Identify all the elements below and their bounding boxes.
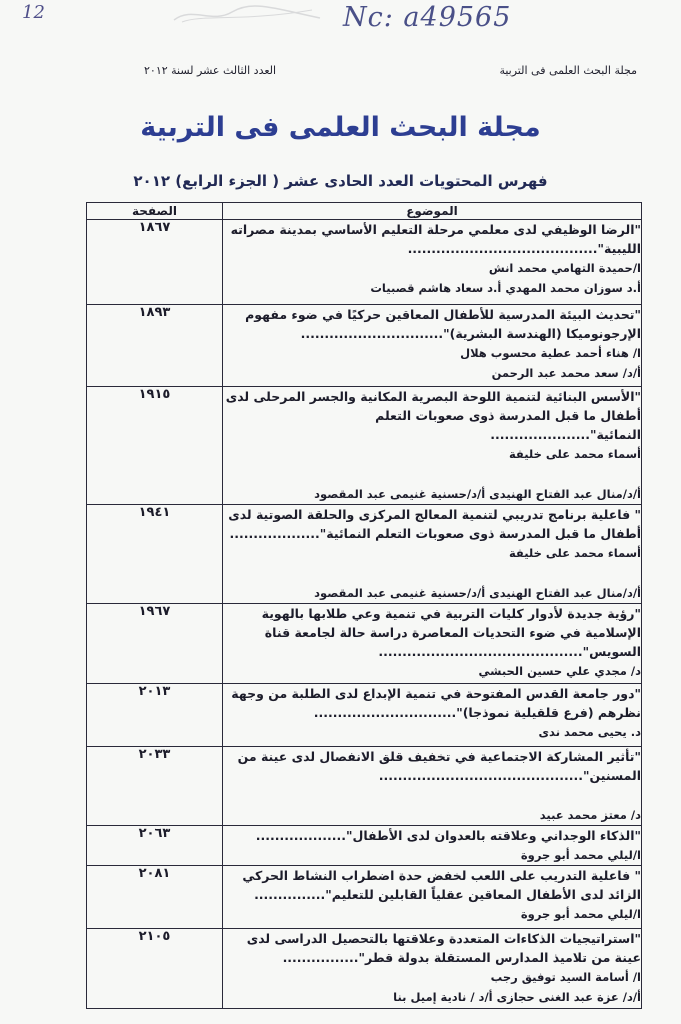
entry-author-line bbox=[223, 563, 641, 583]
entry-title-line: "الذكاء الوجداني وعلاقته بالعدوان لدى الأطفال"................... bbox=[255, 828, 641, 843]
entry-title-line: الليبية"........................................ bbox=[407, 241, 641, 256]
entry-topic-cell bbox=[223, 684, 642, 747]
entry-title-line: "الأسس البنائية لتنمية اللوحة البصرية المكانية والجسر المرحلى لدى bbox=[225, 389, 641, 404]
entry-topic-cell bbox=[223, 929, 642, 1009]
table-body bbox=[87, 220, 642, 1009]
entry-author-line: د/ مجدي علي حسين الحبشي bbox=[478, 664, 641, 678]
entry-topic-cell bbox=[223, 604, 642, 684]
entry-title-line: "استراتيجيات الذكاءات المتعددة وعلاقتها بالتحصيل الدراسى لدى bbox=[246, 931, 641, 946]
header-issue-info: العدد الثالث عشر لسنة ٢٠١٢ bbox=[144, 64, 277, 77]
table-header-row bbox=[87, 203, 642, 220]
entry-topic-cell bbox=[223, 220, 642, 305]
table-row bbox=[87, 747, 642, 826]
entry-topic-cell bbox=[223, 747, 642, 826]
entry-title-line: "تحديث البيئة المدرسية للأطفال المعاقين حركيًا في ضوء مفهوم bbox=[245, 307, 641, 322]
page-subtitle: فهرس المحتويات العدد الحادى عشر ( الجزء الرابع) ٢٠١٢ bbox=[133, 172, 548, 190]
entry-title-line: عينة من تلاميذ المدارس المستقلة بدولة قطر"................ bbox=[282, 950, 641, 965]
entry-author-line: ا/ليلي محمد أبو جروة bbox=[520, 907, 641, 921]
entry-topic-cell bbox=[223, 866, 642, 929]
entry-page-number: ١٨٦٧ bbox=[87, 220, 223, 305]
entry-page-number: ١٩١٥ bbox=[87, 387, 223, 505]
table-row bbox=[87, 387, 642, 505]
entry-title-line: الإسلامية في ضوء التحديات المعاصرة دراسة حالة لجامعة قناة bbox=[264, 625, 641, 640]
entry-page-number: ١٨٩٣ bbox=[87, 305, 223, 387]
table-row bbox=[87, 604, 642, 684]
entry-topic-cell bbox=[223, 505, 642, 604]
entry-title-line: الزائد لدى الأطفال المعاقين عقلياً القابلين للتعليم"............... bbox=[254, 887, 641, 902]
handwritten-call-number: Nc: a49565 bbox=[343, 2, 512, 33]
entry-author-line: ا/ أسامة السيد توفيق رجب bbox=[490, 970, 641, 984]
entry-author-line: ا/ليلي محمد أبو جروة bbox=[520, 848, 641, 862]
table-row bbox=[87, 866, 642, 929]
table-row bbox=[87, 929, 642, 1009]
entry-title-line: "تأثير المشاركة الاجتماعية في تخفيف قلق الانفصال لدى عينة من bbox=[237, 749, 641, 764]
entry-title-line: " فاعلية برنامج تدريبي لتنمية المعالج المركزى والحلقة الصوتية لدى bbox=[228, 507, 641, 522]
entry-title-line: "رؤية جديدة لأدوار كليات التربية في تنمية وعي طلابها بالهوية bbox=[261, 606, 641, 621]
column-header-page: الصفحة bbox=[87, 203, 223, 220]
column-header-topic: الموضوع bbox=[223, 203, 642, 220]
entry-title-line: السويس"........................................... bbox=[378, 644, 641, 659]
entry-author-line: د/ معتز محمد عبيد bbox=[539, 808, 641, 822]
entry-author-line: أ/د/منال عبد الفتاح الهنيدى أ/د/حسنية غنيمى عبد المقصود bbox=[314, 487, 641, 501]
entry-title-line: المسنين"........................................... bbox=[378, 768, 641, 783]
entry-author-line bbox=[223, 464, 641, 484]
table-row bbox=[87, 220, 642, 305]
entry-page-number: ٢٠٦٣ bbox=[87, 826, 223, 866]
entry-page-number: ١٩٦٧ bbox=[87, 604, 223, 684]
entry-page-number: ٢٠٣٣ bbox=[87, 747, 223, 826]
entry-author-line: أ/د/منال عبد الفتاح الهنيدى أ/د/حسنية غنيمى عبد المقصود bbox=[314, 586, 641, 600]
entry-title-line: "الرضا الوظيفي لدى معلمي مرحلة التعليم الأساسي بمدينة مصراته bbox=[230, 222, 641, 237]
entry-title-line: أطفال ما قبل المدرسة ذوى صعوبات التعلم النمائية"..................... bbox=[375, 408, 641, 442]
contents-table bbox=[86, 202, 642, 1009]
entry-author-line: أسماء محمد على خليفة bbox=[508, 447, 641, 461]
page-title: مجلة البحث العلمى فى التربية bbox=[140, 112, 541, 143]
entry-title-line: الإرجونوميكا (الهندسة البشرية)".............................. bbox=[300, 326, 641, 341]
entry-page-number: ١٩٤١ bbox=[87, 505, 223, 604]
entry-topic-cell bbox=[223, 387, 642, 505]
entry-title-line: أطفال ما قبل المدرسة ذوى صعوبات التعلم النمائية"................... bbox=[229, 526, 641, 541]
entry-title-line: نظرهم (فرع قلقيلية نموذجا)".............................. bbox=[313, 705, 641, 720]
entry-author-line: أ/د/ سعد محمد عبد الرحمن bbox=[491, 366, 641, 380]
entry-topic-cell bbox=[223, 826, 642, 866]
table-row bbox=[87, 826, 642, 866]
entry-author-line: أ.د سوزان محمد المهدي أ.د سعاد هاشم قصبيات bbox=[370, 281, 641, 295]
table-row bbox=[87, 305, 642, 387]
header-journal-name: مجلة البحث العلمى فى التربية bbox=[499, 64, 637, 77]
entry-topic-cell bbox=[223, 305, 642, 387]
entry-page-number: ٢٠١٣ bbox=[87, 684, 223, 747]
entry-page-number: ٢٠٨١ bbox=[87, 866, 223, 929]
entry-author-line: ا/ هناء أحمد عطية محسوب هلال bbox=[460, 346, 641, 360]
faded-stamp-icon bbox=[172, 4, 322, 26]
entry-author-line: ا/حميدة التهامي محمد انش bbox=[488, 261, 641, 275]
entry-author-line: أ/د/ عزة عبد الغنى حجازى أ/د / نادية إميل بنا bbox=[393, 990, 641, 1004]
entry-author-line: أسماء محمد على خليفة bbox=[508, 546, 641, 560]
entry-title-line: "دور جامعة القدس المفتوحة في تنمية الإبداع لدى الطلبة من وجهة bbox=[231, 686, 641, 701]
table-row bbox=[87, 684, 642, 747]
entry-author-line: د. يحيى محمد ندى bbox=[538, 725, 641, 739]
handwritten-page-number: 12 bbox=[22, 2, 45, 23]
entry-page-number: ٢١٠٥ bbox=[87, 929, 223, 1009]
entry-author-line bbox=[223, 785, 641, 805]
table-row bbox=[87, 505, 642, 604]
entry-title-line: " فاعلية التدريب على اللعب لخفض حدة اضطراب النشاط الحركي bbox=[242, 868, 641, 883]
